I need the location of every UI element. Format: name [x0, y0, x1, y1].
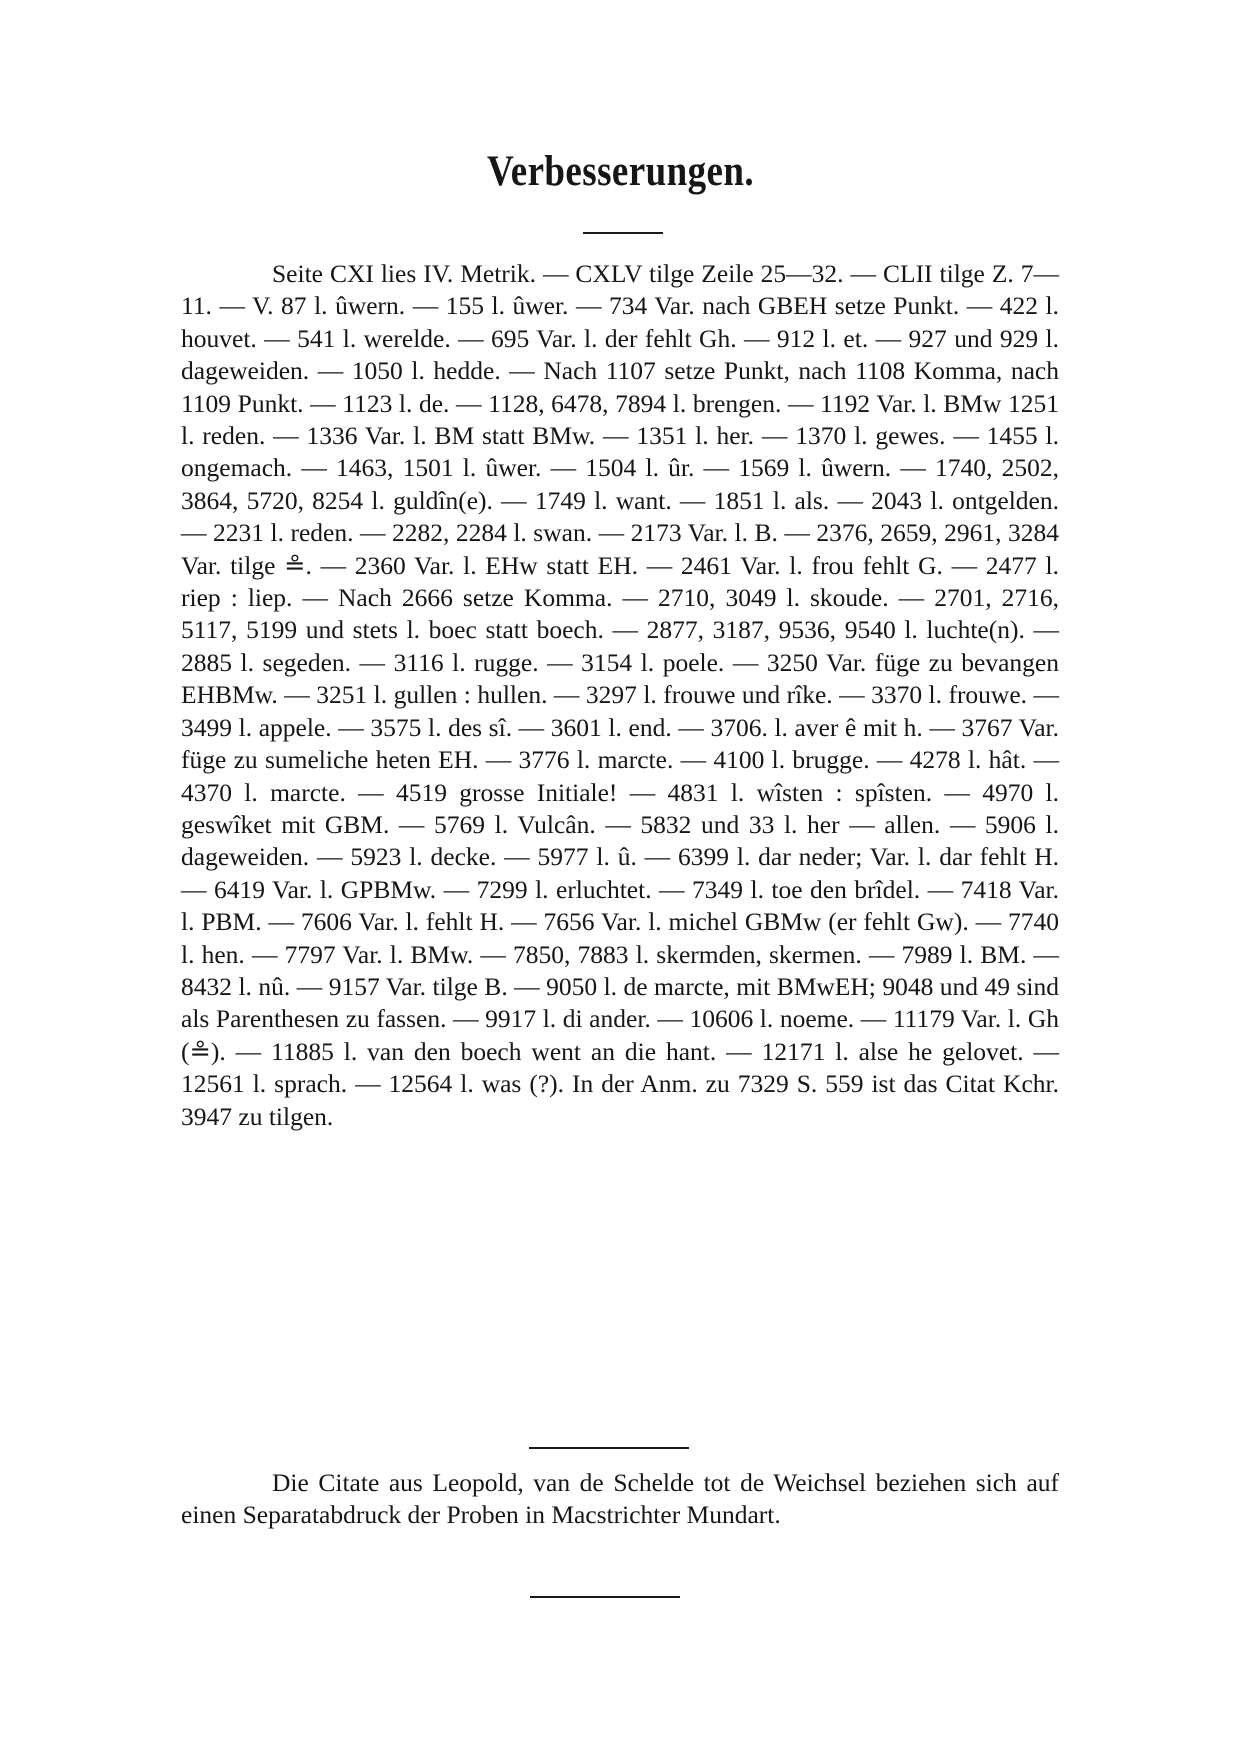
corrections-list	[181, 258, 1059, 1133]
end-divider	[530, 1596, 680, 1598]
section-divider	[529, 1447, 689, 1449]
title-divider	[583, 232, 663, 234]
citation-note: Die Citate aus Leopold, van de Schelde tot de Weichsel beziehen sich auf einen Separatabdruck der Proben in Macstrichter Mundart.	[181, 1468, 1059, 1530]
page-title: Verbesserungen.	[486, 148, 755, 195]
corrections-paragraph: Seite CXI lies IV. Metrik. — CXLV tilge Zeile 25—32. — CLII tilge Z. 7—11. — V. 87 l. ûwern. — 155 l. ûwer. — 734 Var. nach GBEH setze Punkt. — 422 l. houvet. — 541 l. werelde. — 695 Var. l. der fehlt Gh. — 912 l. et. — 927 und 929 l. dageweiden. — 1050 l. hedde. — Nach 1107 setze Punkt, nach 1108 Komma, nach 1109 Punkt. — 1123 l. de. — 1128, 6478, 7894 l. brengen. — 1192 Var. l. BMw 1251 l. reden. — 1336 Var. l. BM statt BMw. — 1351 l. her. — 1370 l. gewes. — 1455 l. ongemach. — 1463, 1501 l. ûwer. — 1504 l. ûr. — 1569 l. ûwern. — 1740, 2502, 3864, 5720, 8254 l. guldîn(e). — 1749 l. want. — 1851 l. als. — 2043 l. ontgelden. — 2231 l. reden. — 2282, 2284 l. swan. — 2173 Var. l. B. — 2376, 2659, 2961, 3284 Var. tilge ≗. — 2360 Var. l. EHw statt EH. — 2461 Var. l. frou fehlt G. — 2477 l. riep : liep. — Nach 2666 setze Komma. — 2710, 3049 l. skoude. — 2701, 2716, 5117, 5199 und stets l. boec statt boech. — 2877, 3187, 9536, 9540 l. luchte(n). — 2885 l. segeden. — 3116 l. rugge. — 3154 l. poele. — 3250 Var. füge zu bevangen EHBMw. — 3251 l. gullen : hullen. — 3297 l. frouwe und rîke. — 3370 l. frouwe. — 3499 l. appele. — 3575 l. des sî. — 3601 l. end. — 3706. l. aver ê mit h. — 3767 Var. füge zu sumeliche heten EH. — 3776 l. marcte. — 4100 l. brugge. — 4278 l. hât. — 4370 l. marcte. — 4519 grosse Initiale! — 4831 l. wîsten : spîsten. — 4970 l. geswîket mit GBM. — 5769 l. Vulcân. — 5832 und 33 l. her — allen. — 5906 l. dageweiden. — 5923 l. decke. — 5977 l. û. — 6399 l. dar neder; Var. l. dar fehlt H. — 6419 Var. l. GPBMw. — 7299 l. erluchtet. — 7349 l. toe den brîdel. — 7418 Var. l. PBM. — 7606 Var. l. fehlt H. — 7656 Var. l. michel GBMw (er fehlt Gw). — 7740 l. hen. — 7797 Var. l. BMw. — 7850, 7883 l. skermden, skermen. — 7989 l. BM. — 8432 l. nû. — 9157 Var. tilge B. — 9050 l. de marcte, mit BMwEH; 9048 und 49 sind als Parenthesen zu fassen. — 9917 l. di ander. — 10606 l. noeme. — 11179 Var. l. Gh (≗). — 11885 l. van den boech went an die hant. — 12171 l. alse he gelovet. — 12561 l. sprach. — 12564 l. was (?). In der Anm. zu 7329 S. 559 ist das Citat Kchr. 3947 zu tilgen.	[181, 259, 1059, 1131]
